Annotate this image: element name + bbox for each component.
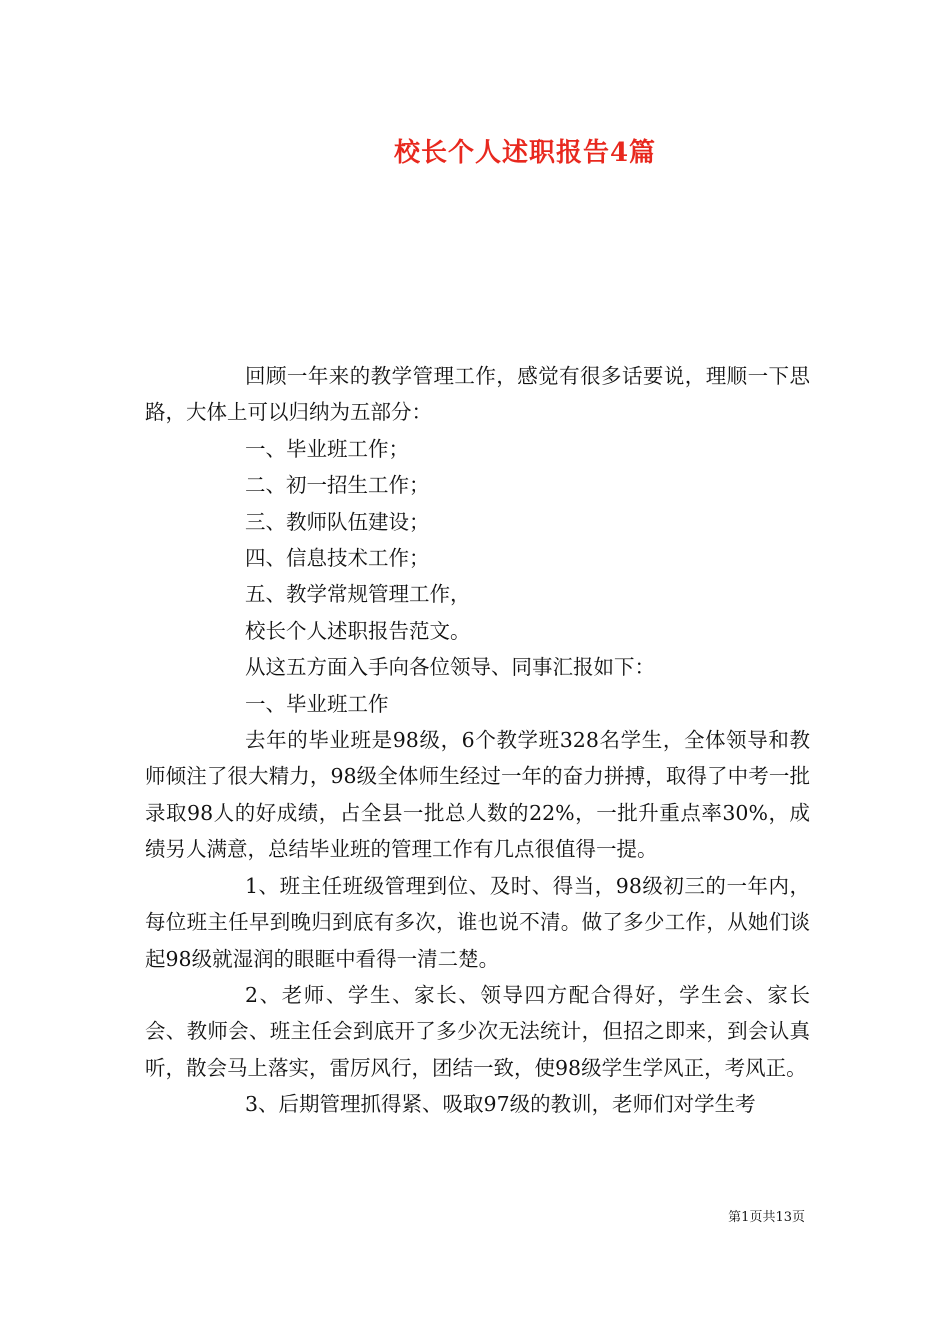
paragraph: 去年的毕业班是98级，6个教学班328名学生，全体领导和教师倾注了很大精力，98级全体师生经过一年的奋力拼搏，取得了中考一批录取98人的好成绩，占全县一批总人数的22%，一批升重点率30%，成绩另人满意，总结毕业班的管理工作有几点很值得一提。 [145, 728, 810, 862]
page-title: 校长个人述职报告4篇 [393, 138, 657, 168]
paragraph: 3、后期管理抓得紧、吸取97级的教训，老师们对学生考 [245, 1092, 756, 1117]
list-item: 四、信息技术工作； [245, 546, 430, 571]
list-item: 三、教师队伍建设； [245, 509, 430, 534]
paragraph: 校长个人述职报告范文。 [245, 618, 471, 643]
list-item: 一、毕业班工作； [245, 436, 409, 461]
section-heading: 一、毕业班工作 [245, 691, 389, 716]
document-body [145, 358, 810, 1123]
paragraph: 1、班主任班级管理到位、及时、得当，98级初三的一年内，每位班主任早到晚归到底有多次，谁也说不清。做了多少工作，从她们谈起98级就湿润的眼眶中看得一清二楚。 [145, 873, 810, 971]
page-footer: 第1页共13页 [728, 1210, 805, 1225]
list-item: 五、教学常规管理工作， [245, 582, 471, 607]
paragraph-intro: 回顾一年来的教学管理工作，感觉有很多话要说，理顺一下思路，大体上可以归纳为五部分： [145, 364, 810, 425]
paragraph: 2、老师、学生、家长、领导四方配合得好，学生会、家长会、教师会、班主任会到底开了多少次无法统计，但招之即来，到会认真听，散会马上落实，雷厉风行，团结一致，使98级学生学风正，考风正。 [145, 982, 810, 1080]
paragraph: 从这五方面入手向各位领导、同事汇报如下： [245, 655, 655, 680]
list-item: 二、初一招生工作； [245, 473, 430, 498]
